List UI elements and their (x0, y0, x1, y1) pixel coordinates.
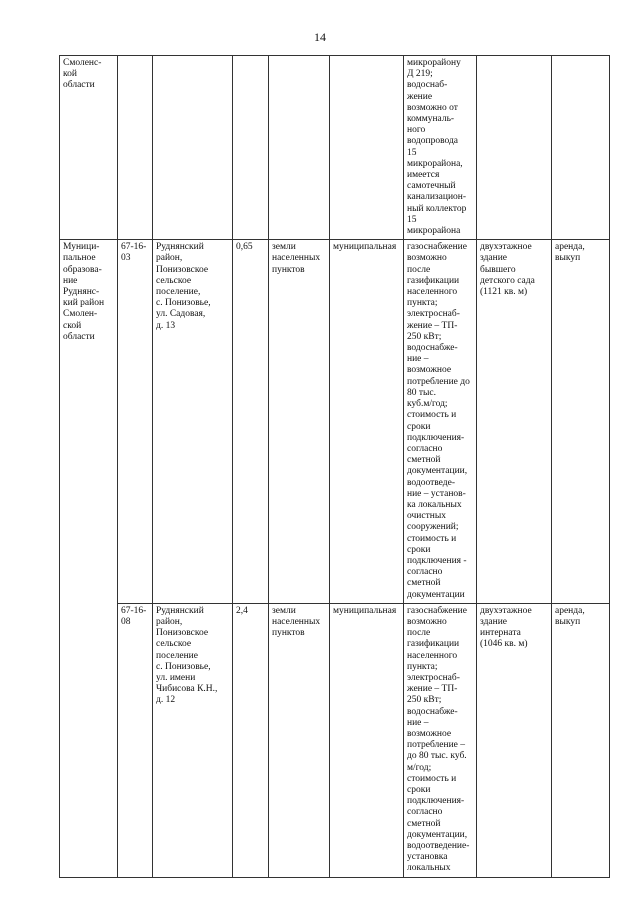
cadastral-cell: 67-16- 08 (118, 603, 153, 877)
table-row (60, 240, 610, 604)
ownership-cell: муниципальная (330, 603, 404, 877)
land-category-cell: земли населенных пунктов (269, 603, 330, 877)
land-category-cell: земли населенных пунктов (269, 240, 330, 604)
ownership-cell: муниципальная (330, 240, 404, 604)
table-row (60, 56, 610, 240)
area-cell (233, 56, 269, 240)
buildings-cell (477, 56, 552, 240)
engineering-infrastructure-cell: газоснабжение возможно после газификации населенного пункта; электроснаб- жение – ТП- 250 кВт; водоснабже- ние – возможное потребление – до 80 тыс. куб. м/год; стоимость и сроки подключения- согласно сметной документации, водоотведение- установка локальных (404, 603, 477, 877)
investment-sites-table (59, 55, 610, 878)
cadastral-cell (118, 56, 153, 240)
area-cell: 0,65 (233, 240, 269, 604)
land-category-cell (269, 56, 330, 240)
ownership-cell (330, 56, 404, 240)
address-cell: Руднянский район, Понизовское сельское поселение, с. Понизовье, ул. Садовая, д. 13 (153, 240, 233, 604)
buildings-cell: двухэтажное здание интерната (1046 кв. м) (477, 603, 552, 877)
area-cell: 2,4 (233, 603, 269, 877)
cadastral-cell: 67-16- 03 (118, 240, 153, 604)
table-row (60, 603, 610, 877)
buildings-cell: двухэтажное здание бывшего детского сада (1121 кв. м) (477, 240, 552, 604)
municipality-cell: Муници- пальное образова- ние Руднянс- кий район Смолен- ской области (60, 240, 118, 877)
address-cell: Руднянский район, Понизовское сельское поселение с. Понизовье, ул. имени Чибисова К.Н., д. 12 (153, 603, 233, 877)
page-number: 14 (314, 30, 326, 44)
transfer-form-cell: аренда, выкуп (552, 603, 610, 877)
engineering-infrastructure-cell: микрорайону Д 219; водоснаб- жение возможно от коммуналь- ного водопровода 15 микрорайона, имеется самотечный канализацион- ный коллектор 15 микрорайона (404, 56, 477, 240)
municipality-cell: Смоленс- кой области (60, 56, 118, 240)
transfer-form-cell (552, 56, 610, 240)
engineering-infrastructure-cell: газоснабжение возможно после газификации населенного пункта; электроснаб- жение – ТП- 250 кВт; водоснабже- ние – возможное потребление до 80 тыс. куб.м/год; стоимость и сроки подключения- согласно сметной документации, водоотведе- ние – установ- ка локальных очистных сооружений; стоимость и сроки подключения - согласно сметной документации (404, 240, 477, 604)
transfer-form-cell: аренда, выкуп (552, 240, 610, 604)
address-cell (153, 56, 233, 240)
